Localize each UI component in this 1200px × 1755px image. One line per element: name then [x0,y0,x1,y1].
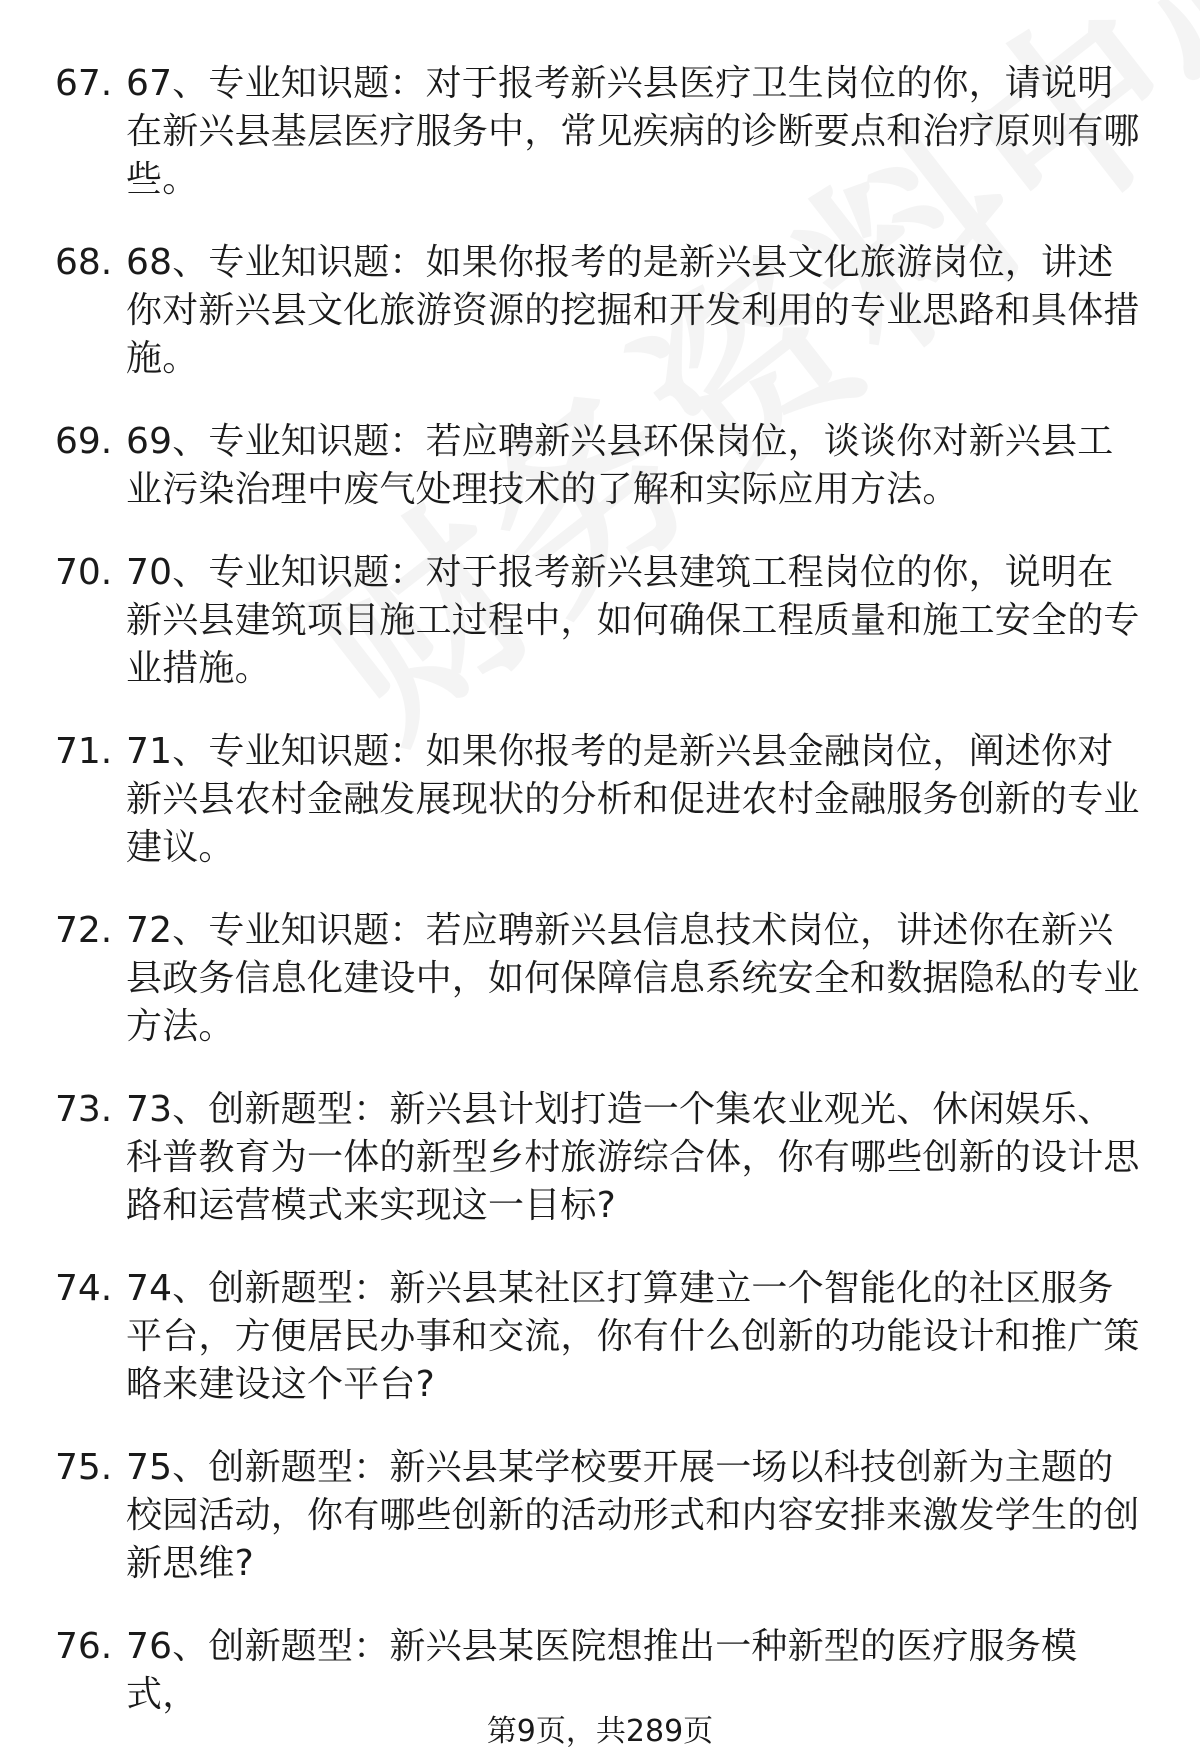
item-text: 70、专业知识题：对于报考新兴县建筑工程岗位的你，说明在新兴县建筑项目施工过程中，如何确保工程质量和施工安全的专业措施。 [126,552,1140,689]
list-item [0,418,1200,514]
item-number: 68. [55,242,113,283]
item-text: 76、创新题型：新兴县某医院想推出一种新型的医疗服务模式， [126,1626,1078,1715]
list-item [0,239,1200,383]
list-item [0,549,1200,693]
item-text: 72、专业知识题：若应聘新兴县信息技术岗位，讲述你在新兴县政务信息化建设中，如何保障信息系统安全和数据隐私的专业方法。 [126,910,1140,1047]
list-item [0,1623,1200,1719]
item-number: 69. [55,421,113,462]
item-number: 72. [55,910,113,951]
item-text: 67、专业知识题：对于报考新兴县医疗卫生岗位的你，请说明在新兴县基层医疗服务中，常见疾病的诊断要点和治疗原则有哪些。 [126,63,1140,200]
item-text: 73、创新题型：新兴县计划打造一个集农业观光、休闲娱乐、科普教育为一体的新型乡村旅游综合体，你有哪些创新的设计思路和运营模式来实现这一目标? [126,1089,1140,1226]
list-item [0,1265,1200,1409]
list-item [0,1444,1200,1588]
item-text: 68、专业知识题：如果你报考的是新兴县文化旅游岗位，讲述你对新兴县文化旅游资源的挖掘和开发利用的专业思路和具体措施。 [126,242,1140,379]
list-item [0,60,1200,204]
item-number: 76. [55,1626,113,1667]
item-number: 67. [55,63,113,104]
list-item [0,728,1200,872]
item-text: 74、创新题型：新兴县某社区打算建立一个智能化的社区服务平台，方便居民办事和交流，你有什么创新的功能设计和推广策略来建设这个平台? [126,1268,1140,1405]
item-number: 71. [55,731,113,772]
item-number: 75. [55,1447,113,1488]
list-item [0,907,1200,1051]
page-number-footer: 第9页，共289页 [486,1714,714,1749]
list-item [0,1086,1200,1230]
item-number: 70. [55,552,113,593]
item-text: 69、专业知识题：若应聘新兴县环保岗位，谈谈你对新兴县工业污染治理中废气处理技术的了解和实际应用方法。 [126,421,1114,510]
item-text: 71、专业知识题：如果你报考的是新兴县金融岗位，阐述你对新兴县农村金融发展现状的分析和促进农村金融服务创新的专业建议。 [126,731,1140,868]
item-text: 75、创新题型：新兴县某学校要开展一场以科技创新为主题的校园活动，你有哪些创新的活动形式和内容安排来激发学生的创新思维? [126,1447,1140,1584]
question-list [0,60,1200,1754]
item-number: 74. [55,1268,113,1309]
item-number: 73. [55,1089,113,1130]
